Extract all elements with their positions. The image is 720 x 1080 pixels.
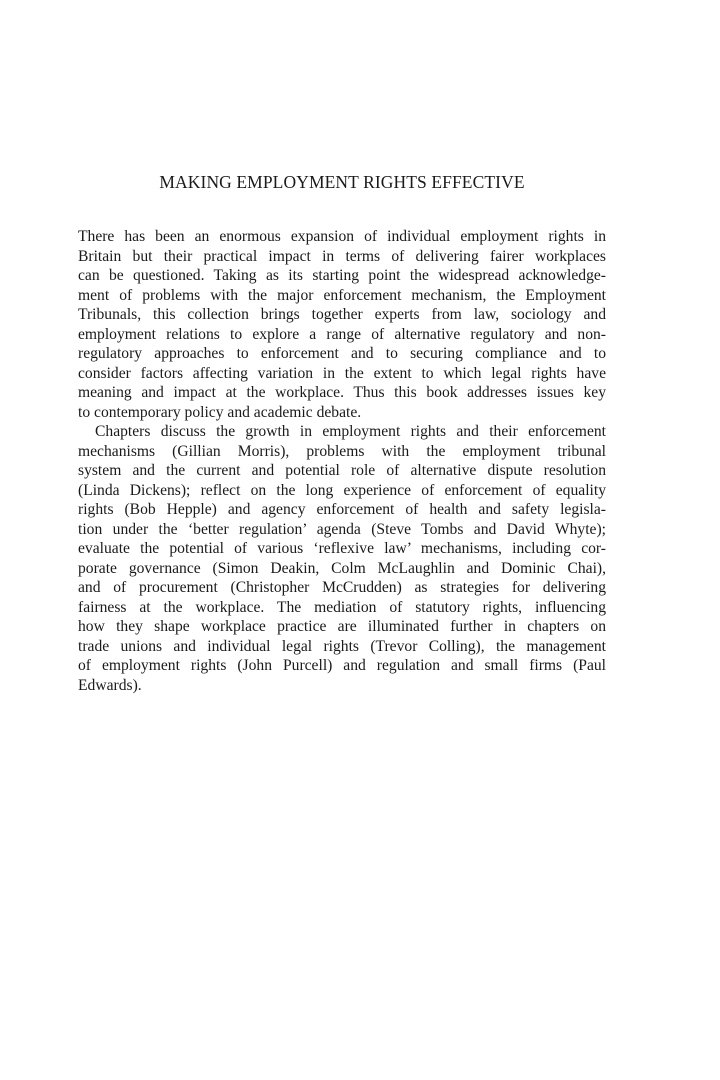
text-line: how they shape workplace practice are illuminated further in chapters on: [78, 618, 606, 635]
text-line: Chapters discuss the growth in employment rights and their enforcement: [95, 423, 606, 440]
text-line: Britain but their practical impact in terms of delivering fairer workplaces: [78, 247, 606, 265]
page-title: MAKING EMPLOYMENT RIGHTS EFFECTIVE: [159, 172, 525, 192]
text-line: Tribunals, this collection brings together experts from law, sociology and: [78, 306, 606, 323]
text-line: rights (Bob Hepple) and agency enforcement of health and safety legisla-: [78, 501, 606, 518]
paragraph-2: [78, 422, 606, 695]
text-line: system and the current and potential role of alternative dispute resolution: [78, 462, 606, 479]
blurb-text: [78, 227, 606, 695]
text-line: to contemporary policy and academic debate.: [78, 403, 362, 421]
text-line: porate governance (Simon Deakin, Colm McLaughlin and Dominic Chai),: [78, 559, 606, 577]
text-line: (Linda Dickens); reflect on the long experience of enforcement of equality: [78, 481, 606, 499]
paragraph-1: [78, 227, 606, 422]
text-line: consider factors affecting variation in the extent to which legal rights have: [78, 364, 606, 382]
text-line: fairness at the workplace. The mediation of statutory rights, influencing: [78, 598, 606, 616]
text-line: tion under the ‘better regulation’ agenda (Steve Tombs and David Whyte);: [78, 520, 606, 538]
text-line: regulatory approaches to enforcement and to securing compliance and to: [78, 345, 606, 362]
text-line: can be questioned. Taking as its starting point the widespread acknowledge-: [78, 267, 606, 284]
text-line: of employment rights (John Purcell) and regulation and small firms (Paul: [78, 657, 606, 674]
text-line: meaning and impact at the workplace. Thus this book addresses issues key: [78, 384, 606, 401]
text-line: ment of problems with the major enforcement mechanism, the Employment: [78, 286, 606, 304]
text-line: There has been an enormous expansion of individual employment rights in: [78, 228, 606, 245]
text-line: Edwards).: [78, 676, 142, 694]
text-line: and of procurement (Christopher McCrudden) as strategies for delivering: [78, 579, 606, 596]
text-line: trade unions and individual legal rights (Trevor Colling), the management: [78, 637, 606, 655]
text-line: mechanisms (Gillian Morris), problems with the employment tribunal: [78, 442, 606, 460]
text-line: employment relations to explore a range of alternative regulatory and non-: [78, 325, 606, 343]
text-line: evaluate the potential of various ‘reflexive law’ mechanisms, including cor-: [78, 540, 606, 557]
